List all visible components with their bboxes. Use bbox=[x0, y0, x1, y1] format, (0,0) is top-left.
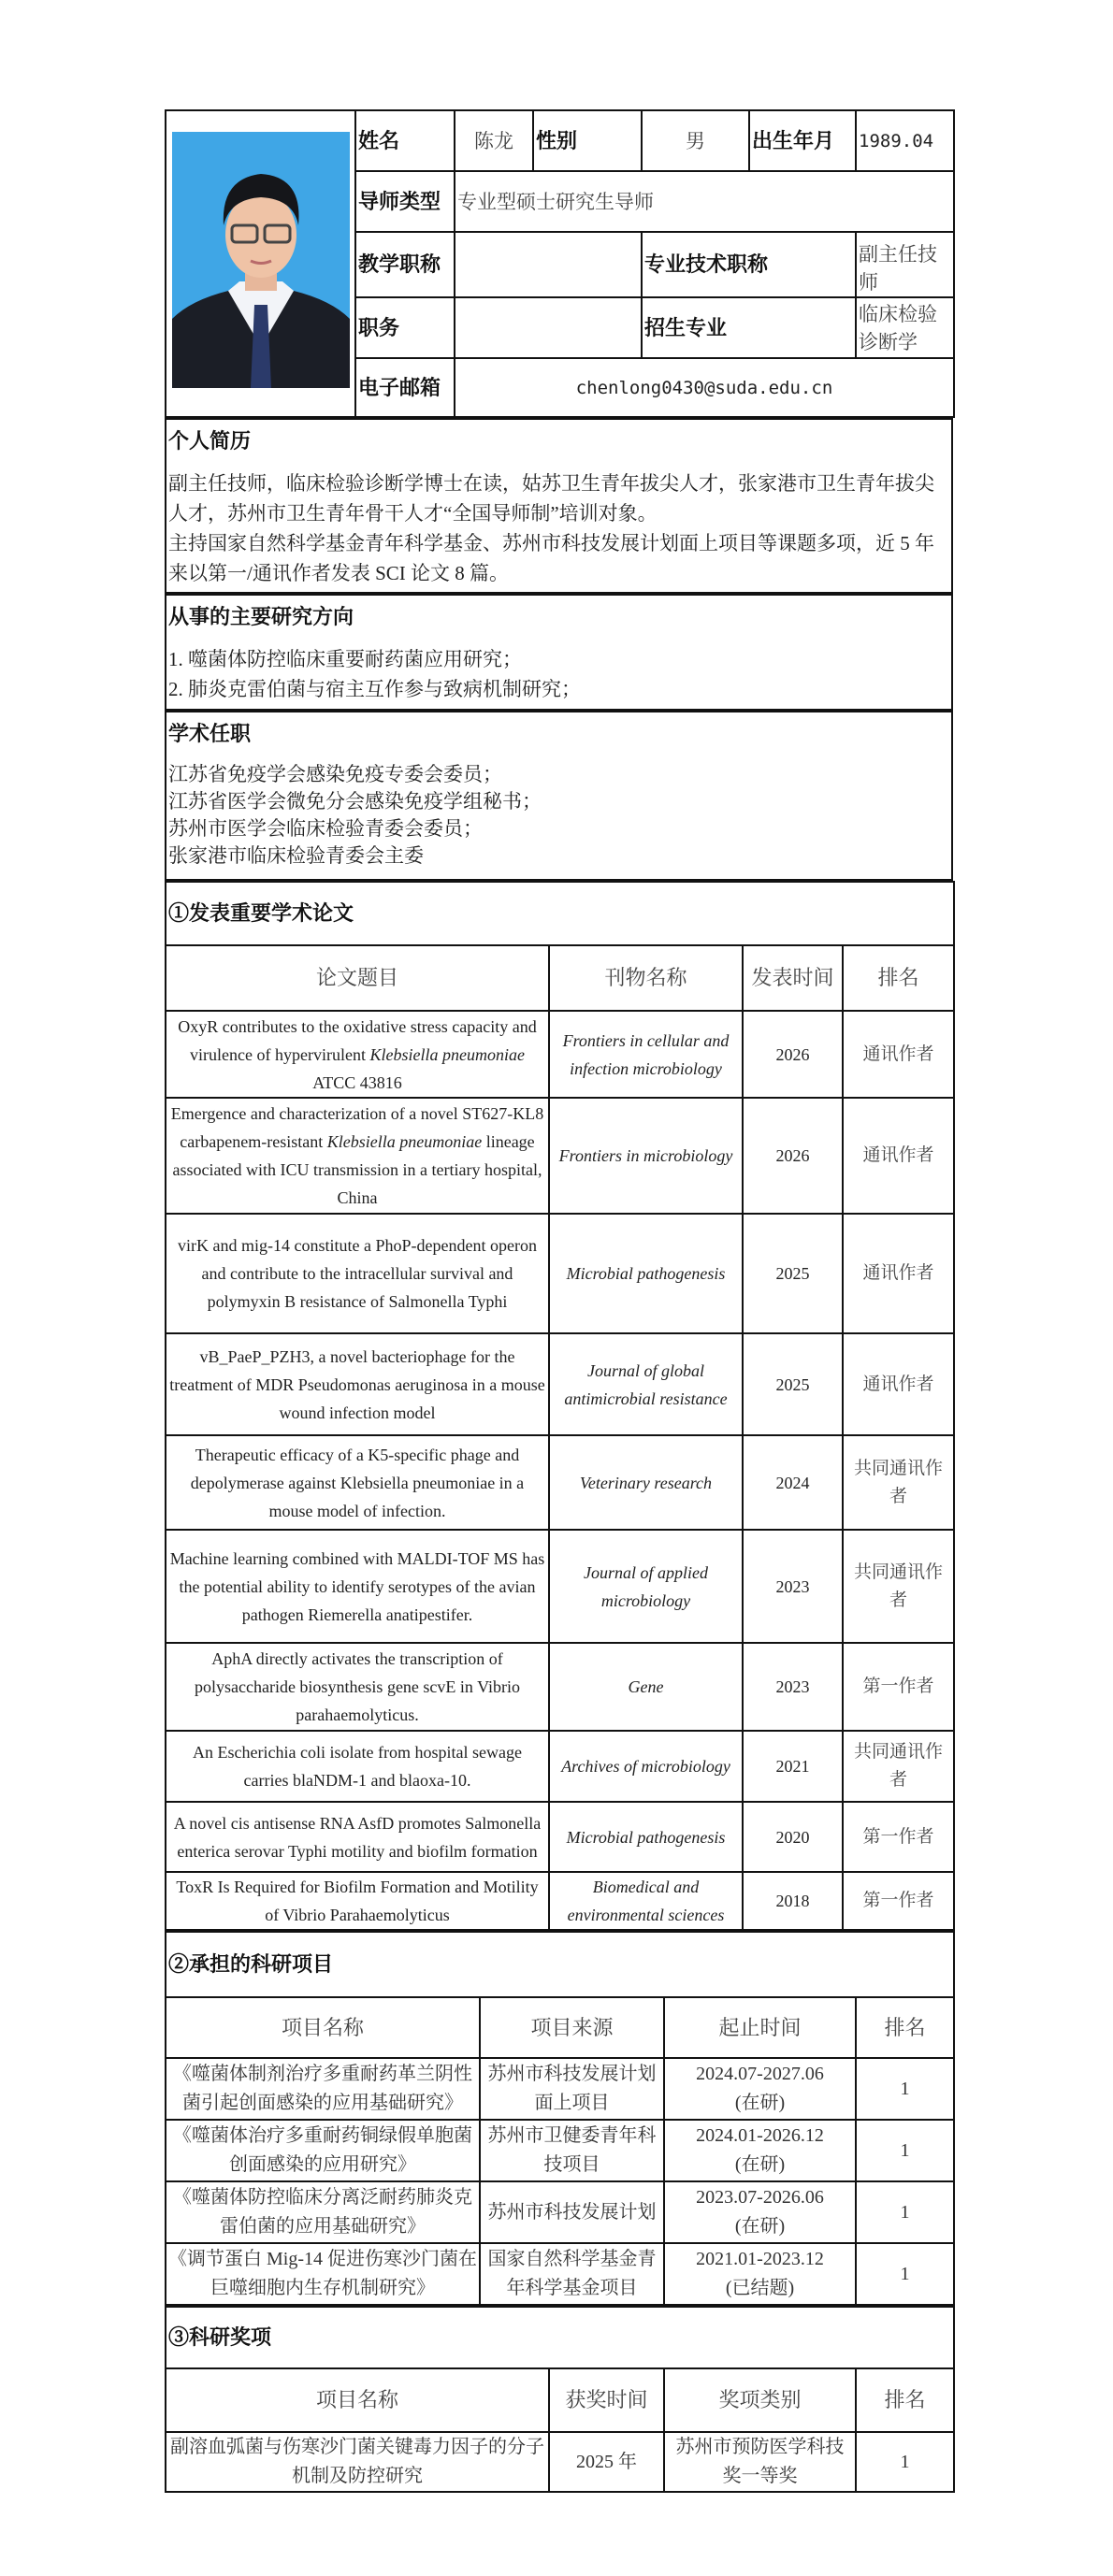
paper-year: 2023 bbox=[743, 1530, 843, 1643]
papers-title: ①发表重要学术论文 bbox=[166, 882, 954, 945]
profile-table bbox=[165, 109, 955, 418]
position-value bbox=[455, 297, 642, 358]
paper-rank: 通讯作者 bbox=[843, 1214, 954, 1333]
paper-journal: Gene bbox=[549, 1643, 743, 1731]
paper-rank: 通讯作者 bbox=[843, 1098, 954, 1214]
projects-header-source: 项目来源 bbox=[480, 1997, 664, 2058]
papers-header-journal: 刊物名称 bbox=[549, 945, 743, 1011]
paper-journal: Journal of applied microbiology bbox=[549, 1530, 743, 1643]
paper-title: ToxR Is Required for Biofilm Formation and Motility of Vibrio Parahaemolyticus bbox=[176, 1878, 539, 1924]
email-value: chenlong0430@suda.edu.cn bbox=[455, 358, 954, 417]
awards-header-name: 项目名称 bbox=[166, 2368, 549, 2432]
name-label: 姓名 bbox=[355, 110, 455, 171]
paper-row bbox=[166, 1731, 954, 1802]
birth-label: 出生年月 bbox=[749, 110, 856, 171]
project-status: (在研) bbox=[734, 2216, 786, 2237]
paper-rank: 共同通讯作者 bbox=[843, 1530, 954, 1643]
email-label: 电子邮箱 bbox=[355, 358, 455, 417]
paper-year: 2024 bbox=[743, 1435, 843, 1530]
paper-journal: Frontiers in microbiology bbox=[549, 1098, 743, 1214]
paper-rank: 通讯作者 bbox=[843, 1011, 954, 1098]
academic-section bbox=[165, 711, 953, 881]
award-row bbox=[166, 2432, 954, 2492]
paper-title-species: Klebsiella pneumoniae bbox=[369, 1044, 525, 1064]
paper-title-cell bbox=[166, 1530, 549, 1643]
profile-photo bbox=[166, 110, 355, 417]
project-period-cell bbox=[664, 2181, 856, 2243]
award-time: 2025 年 bbox=[549, 2432, 664, 2492]
academic-item: 江苏省医学会微免分会感染免疫学组秘书； bbox=[168, 790, 542, 813]
papers-header-rank: 排名 bbox=[843, 945, 954, 1011]
paper-title-cell bbox=[166, 1802, 549, 1872]
paper-title: Emergence and characterization of a novel ST627-KL8 carbapenem-resistant bbox=[170, 1104, 544, 1151]
paper-title: vB_PaeP_PZH3, a novel bacteriophage for the treatment of MDR Pseudomonas aeruginosa in a mouse wound infection model bbox=[169, 1346, 545, 1422]
paper-journal: Microbial pathogenesis bbox=[549, 1802, 743, 1872]
paper-year: 2025 bbox=[743, 1333, 843, 1435]
paper-row bbox=[166, 1098, 954, 1214]
project-source: 苏州市科技发展计划 bbox=[480, 2181, 664, 2243]
awards-header-category: 奖项类别 bbox=[664, 2368, 856, 2432]
project-row bbox=[166, 2120, 954, 2181]
paper-row bbox=[166, 1802, 954, 1872]
paper-title: virK and mig-14 constitute a PhoP-dependent operon and contribute to the intracellular survival and polymyxin B resistance of Salmonella Typhi bbox=[178, 1236, 537, 1311]
project-rank: 1 bbox=[856, 2058, 954, 2120]
paper-rank: 第一作者 bbox=[843, 1802, 954, 1872]
paper-rank: 通讯作者 bbox=[843, 1333, 954, 1435]
resume-line: 主持国家自然科学基金青年科学基金、苏州市科技发展计划面上项目等课题多项，近 5 年来以第一/通讯作者发表 SCI 论文 8 篇。 bbox=[168, 532, 934, 584]
paper-title-cell bbox=[166, 1098, 549, 1214]
paper-title: An Escherichia coli isolate from hospital sewage carries blaNDM-1 and blaoxa-10. bbox=[193, 1743, 522, 1790]
gender-value: 男 bbox=[642, 110, 749, 171]
paper-title: AphA directly activates the transcription of polysaccharide biosynthesis gene scvE in Vibrio parahaemolyticus. bbox=[194, 1649, 520, 1724]
academic-item: 江苏省免疫学会感染免疫专委会委员； bbox=[168, 763, 502, 785]
project-period: 2024.01-2026.12 bbox=[696, 2125, 824, 2146]
paper-row bbox=[166, 1530, 954, 1643]
projects-table bbox=[165, 1931, 955, 2306]
project-name: 《噬菌体制剂治疗多重耐药革兰阴性菌引起创面感染的应用基础研究》 bbox=[166, 2058, 480, 2120]
paper-title-cell bbox=[166, 1333, 549, 1435]
awards-header-time: 获奖时间 bbox=[549, 2368, 664, 2432]
teaching-title-value bbox=[455, 232, 642, 297]
project-row bbox=[166, 2058, 954, 2120]
project-name: 《调节蛋白 Mig-14 促进伤寒沙门菌在巨噬细胞内生存机制研究》 bbox=[166, 2243, 480, 2305]
paper-rank: 共同通讯作者 bbox=[843, 1435, 954, 1530]
award-rank: 1 bbox=[856, 2432, 954, 2492]
project-name: 《噬菌体防控临床分离泛耐药肺炎克雷伯菌的应用基础研究》 bbox=[166, 2181, 480, 2243]
project-status: (在研) bbox=[734, 2154, 786, 2175]
project-rank: 1 bbox=[856, 2243, 954, 2305]
paper-row bbox=[166, 1011, 954, 1098]
paper-year: 2026 bbox=[743, 1011, 843, 1098]
paper-title-cell bbox=[166, 1435, 549, 1530]
project-source: 苏州市科技发展计划面上项目 bbox=[480, 2058, 664, 2120]
mentor-profile-sheet bbox=[165, 109, 953, 2493]
project-period-cell bbox=[664, 2120, 856, 2181]
paper-title-cell bbox=[166, 1872, 549, 1930]
project-period-cell bbox=[664, 2058, 856, 2120]
gender-label: 性别 bbox=[533, 110, 642, 171]
paper-title-cell bbox=[166, 1214, 549, 1333]
paper-title-cell bbox=[166, 1011, 549, 1098]
paper-row bbox=[166, 1435, 954, 1530]
paper-year: 2021 bbox=[743, 1731, 843, 1802]
project-period: 2021.01-2023.12 bbox=[696, 2249, 824, 2269]
resume-line: 副主任技师，临床检验诊断学博士在读，姑苏卫生青年拔尖人才，张家港市卫生青年拔尖人才，苏州市卫生青年骨干人才“全国导师制”培训对象。 bbox=[168, 472, 934, 525]
mentor-type-value: 专业型硕士研究生导师 bbox=[455, 171, 954, 232]
paper-row bbox=[166, 1333, 954, 1435]
paper-rank: 第一作者 bbox=[843, 1643, 954, 1731]
project-period: 2023.07-2026.06 bbox=[696, 2187, 824, 2208]
project-row bbox=[166, 2243, 954, 2305]
paper-title: Machine learning combined with MALDI-TOF MS has the potential ability to identify serotypes of the avian pathogen Riemerella anatipestifer. bbox=[169, 1548, 545, 1624]
paper-year: 2018 bbox=[743, 1872, 843, 1930]
mentor-type-label: 导师类型 bbox=[355, 171, 455, 232]
project-source: 国家自然科学基金青年科学基金项目 bbox=[480, 2243, 664, 2305]
awards-header-rank: 排名 bbox=[856, 2368, 954, 2432]
resume-section bbox=[165, 418, 953, 594]
paper-title-species: Klebsiella pneumoniae bbox=[326, 1132, 483, 1151]
portrait-image bbox=[172, 132, 350, 388]
paper-rank: 共同通讯作者 bbox=[843, 1731, 954, 1802]
paper-title-rest: ATCC 43816 bbox=[312, 1072, 402, 1092]
project-period-cell bbox=[664, 2243, 856, 2305]
papers-table bbox=[165, 881, 955, 1931]
research-item: 1. 噬菌体防控临床重要耐药菌应用研究； bbox=[168, 648, 522, 670]
paper-row bbox=[166, 1872, 954, 1930]
academic-item: 苏州市医学会临床检验青委会委员； bbox=[168, 817, 483, 840]
award-category: 苏州市预防医学科技奖一等奖 bbox=[664, 2432, 856, 2492]
project-rank: 1 bbox=[856, 2181, 954, 2243]
research-item: 2. 肺炎克雷伯菌与宿主互作参与致病机制研究； bbox=[168, 678, 581, 700]
paper-row bbox=[166, 1214, 954, 1333]
paper-journal: Archives of microbiology bbox=[549, 1731, 743, 1802]
academic-item: 张家港市临床检验青委会主委 bbox=[168, 844, 424, 867]
paper-title: Therapeutic efficacy of a K5-specific phage and depolymerase against Klebsiella pneumoniae in a mouse model of infection. bbox=[190, 1445, 525, 1520]
paper-row bbox=[166, 1643, 954, 1731]
paper-journal: Journal of global antimicrobial resistance bbox=[549, 1333, 743, 1435]
resume-title: 个人简历 bbox=[168, 429, 252, 453]
paper-title: A novel cis antisense RNA AsfD promotes Salmonella enterica serovar Typhi motility and biofilm formation bbox=[173, 1813, 542, 1861]
teaching-title-label: 教学职称 bbox=[355, 232, 455, 297]
paper-year: 2020 bbox=[743, 1802, 843, 1872]
awards-table bbox=[165, 2306, 955, 2493]
paper-year: 2025 bbox=[743, 1214, 843, 1333]
paper-title-cell bbox=[166, 1731, 549, 1802]
birth-value: 1989.04 bbox=[856, 110, 954, 171]
tech-title-label: 专业技术职称 bbox=[642, 232, 856, 297]
major-label: 招生专业 bbox=[642, 297, 856, 358]
paper-journal: Microbial pathogenesis bbox=[549, 1214, 743, 1333]
paper-journal: Biomedical and environmental sciences bbox=[549, 1872, 743, 1930]
major-value: 临床检验诊断学 bbox=[856, 297, 954, 358]
paper-title: OxyR contributes to the oxidative stress capacity and virulence of hypervirulent bbox=[178, 1016, 537, 1064]
paper-title-rest: lineage associated with ICU transmission in a tertiary hospital, China bbox=[172, 1132, 542, 1207]
research-section bbox=[165, 594, 953, 711]
projects-header-name: 项目名称 bbox=[166, 1997, 480, 2058]
projects-header-rank: 排名 bbox=[856, 1997, 954, 2058]
project-period: 2024.07-2027.06 bbox=[696, 2064, 824, 2084]
awards-title: ③科研奖项 bbox=[166, 2307, 954, 2368]
project-row bbox=[166, 2181, 954, 2243]
paper-title-cell bbox=[166, 1643, 549, 1731]
position-label: 职务 bbox=[355, 297, 455, 358]
academic-title: 学术任职 bbox=[168, 722, 252, 745]
name-value: 陈龙 bbox=[455, 110, 533, 171]
project-source: 苏州市卫健委青年科技项目 bbox=[480, 2120, 664, 2181]
project-status: (已结题) bbox=[725, 2278, 795, 2298]
paper-year: 2026 bbox=[743, 1098, 843, 1214]
paper-journal: Veterinary research bbox=[549, 1435, 743, 1530]
paper-journal: Frontiers in cellular and infection microbiology bbox=[549, 1011, 743, 1098]
project-rank: 1 bbox=[856, 2120, 954, 2181]
projects-title: ②承担的科研项目 bbox=[166, 1932, 954, 1997]
tech-title-value: 副主任技师 bbox=[856, 232, 954, 297]
project-name: 《噬菌体治疗多重耐药铜绿假单胞菌创面感染的应用研究》 bbox=[166, 2120, 480, 2181]
project-status: (在研) bbox=[734, 2093, 786, 2113]
papers-header-year: 发表时间 bbox=[743, 945, 843, 1011]
paper-rank: 第一作者 bbox=[843, 1872, 954, 1930]
award-name: 副溶血弧菌与伤寒沙门菌关键毒力因子的分子机制及防控研究 bbox=[166, 2432, 549, 2492]
paper-year: 2023 bbox=[743, 1643, 843, 1731]
papers-header-title: 论文题目 bbox=[166, 945, 549, 1011]
research-title: 从事的主要研究方向 bbox=[168, 605, 354, 628]
projects-header-period: 起止时间 bbox=[664, 1997, 856, 2058]
